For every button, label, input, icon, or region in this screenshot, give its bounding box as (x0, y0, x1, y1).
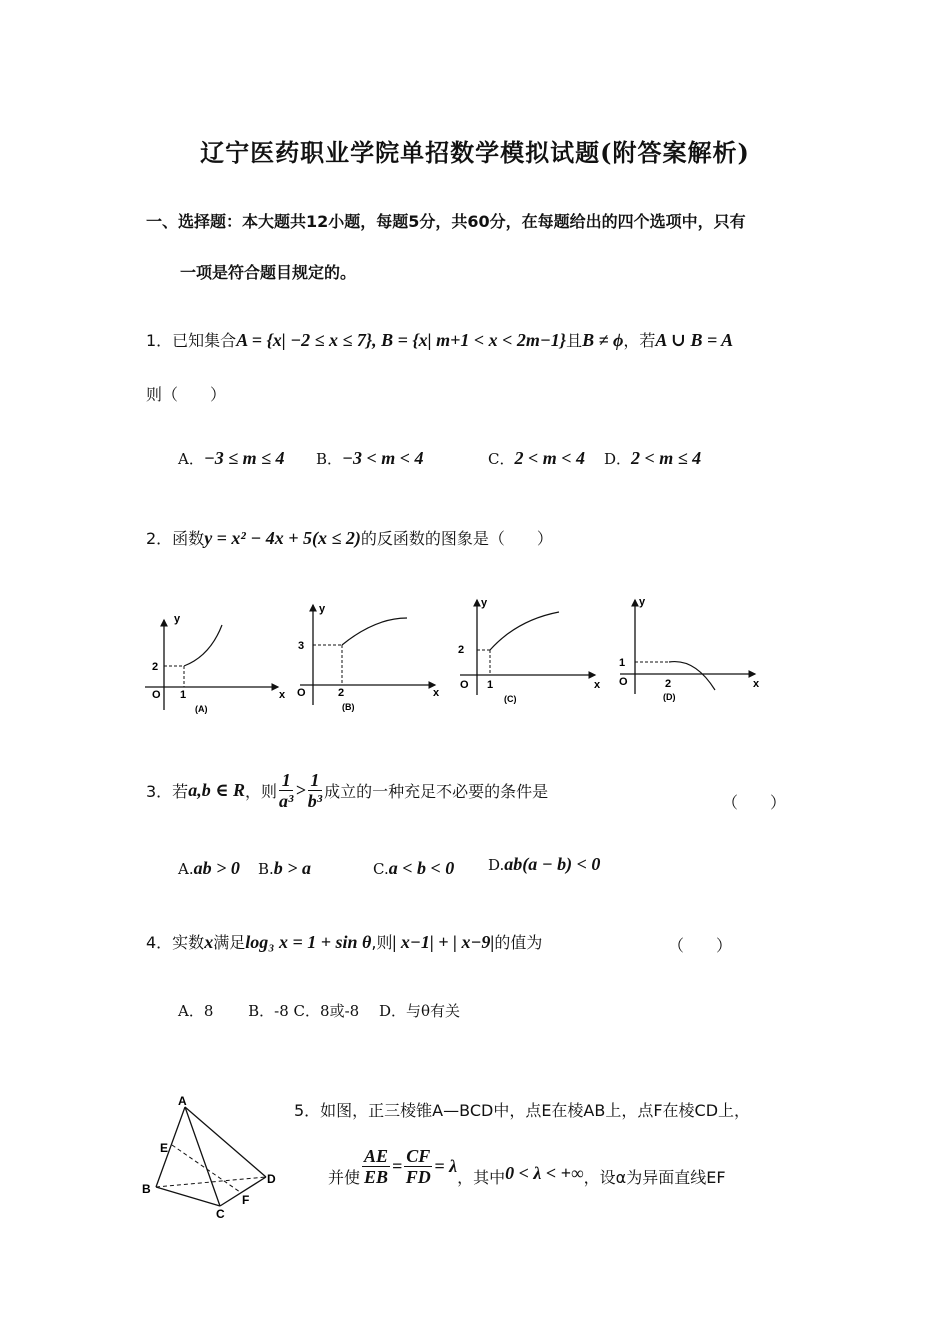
q5-lambda: = λ (434, 1156, 458, 1176)
question-1 (146, 328, 733, 351)
question-2 (146, 526, 553, 549)
q2-graph-options (140, 590, 780, 720)
graph-c-curve (490, 612, 559, 650)
graph-d-y-label: y (639, 596, 646, 608)
graph-c-y-label: y (481, 597, 488, 609)
q3-condition: a,b ∈ R (188, 780, 246, 800)
graph-a-y-label: y (174, 613, 181, 625)
q5-tail: ，设α为异面直线EF (583, 1168, 726, 1187)
graph-b (297, 603, 440, 712)
q1-condition: B ≠ ϕ (582, 330, 624, 350)
question-4 (146, 930, 542, 953)
q1-number: 1．已知集合 (146, 331, 237, 350)
q5-pyramid-figure (138, 1092, 288, 1222)
q1-sets-expression: A = {x| −2 ≤ x ≤ 7}, B = {x| m+1 < x < 2m−1} (236, 330, 567, 350)
q4-options: A．8 B．-8 C．8或-8 D．与θ有关 (178, 1002, 461, 1020)
page-title: 辽宁医药职业学院单招数学模拟试题(附答案解析) (200, 138, 750, 167)
graph-d (619, 596, 760, 702)
question-5-line2 (328, 1146, 726, 1188)
vertex-a-label: A (178, 1094, 187, 1108)
vertex-c-label: C (216, 1207, 225, 1221)
q1-option-d: D．2 < m ≤ 4 (604, 448, 702, 468)
q3-then: ，则 (245, 782, 278, 801)
point-f-label: F (242, 1193, 250, 1207)
graph-a-x-mark: 1 (180, 689, 187, 701)
q4-number: 4．实数 (146, 933, 205, 952)
q4-satisfies: 满足 (213, 933, 246, 952)
q3-option-b: B.b > a (258, 858, 312, 878)
graph-a-x-label: x (279, 689, 286, 701)
graph-a-y-mark: 2 (152, 661, 159, 673)
question-3 (146, 770, 548, 811)
graph-c-x-label: x (594, 679, 601, 691)
graph-d-curve (669, 662, 715, 690)
vertex-d-label: D (267, 1172, 276, 1186)
q5-pre: 并使 (328, 1168, 361, 1187)
point-e-label: E (160, 1141, 169, 1155)
q2-tail: 的反函数的图象是（ ） (360, 529, 553, 548)
graph-b-curve (342, 618, 407, 645)
graph-c-origin: O (460, 679, 469, 691)
graph-d-x-label: x (753, 678, 760, 690)
graph-b-y-label: y (319, 603, 326, 615)
q3-fraction-1: $\frac{1}{\text{a³}}$ (279, 770, 294, 811)
graph-b-origin: O (297, 687, 306, 699)
q3-number: 3．若 (146, 782, 189, 801)
q4-abs-expression: | x−1| + | x−9| (392, 932, 495, 952)
q3-option-d: D.ab(a − b) < 0 (488, 854, 601, 874)
q1-option-c: C．2 < m < 4 (488, 448, 585, 468)
q2-number: 2．函数 (146, 529, 205, 548)
graph-a-curve (184, 625, 222, 666)
q5-equals: = (392, 1156, 403, 1176)
q2-function-expression: y = x² − 4x + 5(x ≤ 2) (204, 528, 361, 548)
q1-and: 且 (566, 331, 583, 350)
graph-c-x-mark: 1 (487, 679, 494, 691)
q5-fraction-cf-fd: $\frac{CF}{FD}$ (405, 1146, 431, 1187)
graph-a-caption: (A) (195, 704, 208, 714)
graph-b-caption: (B) (342, 702, 355, 712)
q4-variable: x (204, 932, 214, 952)
graph-c (458, 597, 601, 704)
vertex-b-label: B (142, 1182, 151, 1196)
section-heading-line1: 一、选择题：本大题共12小题，每题5分，共60分，在每题给出的四个选项中，只有 (146, 212, 746, 231)
q1-if: ，若 (623, 331, 656, 350)
q1-option-b: B．−3 < m < 4 (316, 448, 424, 468)
q1-line2: 则（ ） (146, 385, 227, 404)
q3-option-a: A.ab > 0 (178, 858, 240, 878)
graph-c-caption: (C) (504, 694, 517, 704)
q1-option-a: A．−3 ≤ m ≤ 4 (178, 448, 285, 468)
graph-a (145, 613, 286, 714)
graph-d-caption: (D) (663, 692, 676, 702)
q4-log-expression: log₃ x = 1 + sin θ (245, 932, 372, 952)
graph-b-y-mark: 3 (298, 640, 305, 652)
graph-a-origin: O (152, 689, 161, 701)
q5-lambda-range: 0 < λ < +∞ (505, 1163, 584, 1183)
q3-answer-paren: （ ） (722, 793, 787, 812)
q1-union-condition: A ∪ B = A (655, 330, 734, 350)
q3-option-c: C.a < b < 0 (373, 858, 455, 878)
graph-d-x-mark: 2 (665, 678, 672, 690)
section-heading-line2: 一项是符合题目规定的。 (180, 263, 357, 282)
question-5-line1: 5．如图，正三棱锥A—BCD中，点E在棱AB上，点F在棱CD上， (294, 1101, 751, 1120)
q3-tail: 成立的一种充足不必要的条件是 (324, 782, 549, 801)
graph-b-x-label: x (433, 687, 440, 699)
q3-fraction-2: $\frac{1}{\text{b³}}$ (307, 770, 323, 811)
graph-d-y-mark: 1 (619, 657, 626, 669)
graph-b-x-mark: 2 (338, 687, 345, 699)
q5-fraction-ae-eb: $\frac{AE}{EB}$ (364, 1146, 389, 1187)
graph-c-y-mark: 2 (458, 644, 465, 656)
q4-then: ,则 (371, 933, 393, 952)
q3-greater: > (295, 780, 306, 800)
q4-answer-paren: （ ） (668, 936, 733, 955)
graph-d-origin: O (619, 676, 628, 688)
q4-tail: 的值为 (494, 933, 543, 952)
q5-where: ，其中 (457, 1168, 506, 1187)
